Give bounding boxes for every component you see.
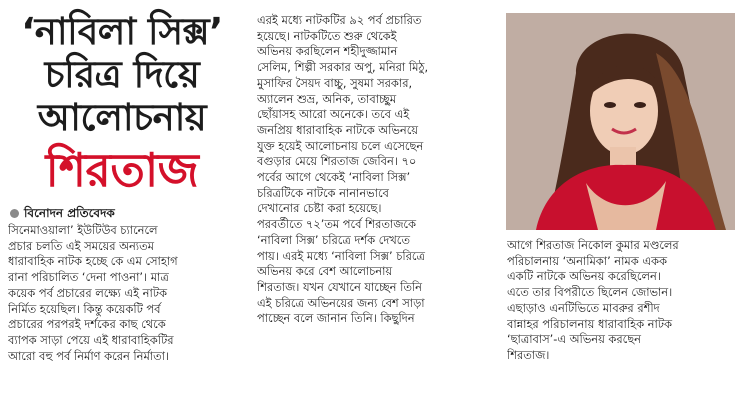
article-column-1 — [8, 223, 245, 364]
headline-line-4: শিরতাজ — [45, 143, 199, 197]
text-line: রানা পরিচালিত ‘দেনা পাওনা’। মাত্র — [8, 270, 169, 285]
text-line: যুক্ত হয়েই আলোচনায় চলে এসেছেন — [257, 138, 424, 153]
text-line: হয়েছে। নাটকটিতে শুরু থেকেই — [257, 28, 397, 43]
headline — [0, 10, 244, 197]
text-line: ‘ছাত্রাবাস’-এ অভিনয় করছেন — [507, 332, 641, 347]
text-line: এরই মধ্যে নাটকটির ৯২ পর্ব প্রচারিত — [257, 13, 422, 27]
text-line: নির্মিত হয়েছিল। কিন্তু কয়েকটি পর্ব — [8, 301, 161, 316]
text-line: এতে তার বিপরীতে ছিলেন জোভান। — [507, 285, 673, 300]
text-line: কয়েক পর্ব প্রচারের লক্ষ্যে এই নাটক — [8, 285, 167, 300]
text-line: সিনেমাওয়ালা’ ইউটিউব চ্যানেলে — [8, 223, 158, 237]
text-line: পায়। এরই মধ্যে ‘নাবিলা সিক্স’ চরিত্রে — [257, 248, 425, 263]
text-line: শিরতাজ। যখন যেখানে যাচ্ছেন তিনি — [257, 279, 422, 294]
text-line: একটি নাটকে অভিনয় করেছিলেন। — [507, 269, 661, 284]
text-line: আগে শিরতাজ নিকোল কুমার মণ্ডলের — [507, 238, 679, 252]
text-line: এই চরিত্রে অভিনয়ের জন্য বেশ সাড়া — [257, 295, 425, 310]
text-line: আরো বহু পর্ব নির্মাণ করেন নির্মাতা। — [8, 348, 170, 363]
text-line: অভিনয় করে বেশ আলোচনায় — [257, 264, 393, 279]
text-line: শিরতাজ। — [507, 347, 550, 362]
text-line: ছোঁয়াসহ আরো অনেকে। তবে এই — [257, 107, 410, 122]
text-line: অভিনয় করছিলেন শহীদুজ্জামান — [257, 44, 398, 59]
text-line: বান্নাহর পরিচালনায় ধারাবাহিক নাটক — [507, 316, 672, 331]
portrait-illustration — [506, 13, 735, 230]
article-column-3 — [507, 238, 743, 364]
bullet-icon — [10, 209, 19, 218]
byline-text: বিনোদন প্রতিবেদক — [24, 206, 115, 220]
text-line: পরিচালনায় ‘অনামিকা’ নামক একক — [507, 253, 667, 268]
text-line: প্রচারের পরপরই দর্শকের কাছ থেকে — [8, 317, 166, 332]
text-line: ব্যাপক সাড়া পেয়ে এই ধারাবাহিকটির — [8, 332, 174, 347]
text-line: পরবর্তীতে ৭২’তম পর্বে শিরতাজকে — [257, 217, 416, 232]
headline-line-2: চরিত্র দিয়ে — [44, 53, 200, 96]
headline-line-3: আলোচনায় — [37, 96, 207, 139]
text-line: মুসাফির সৈয়দ বাচ্চু, সুষমা সরকার, — [257, 75, 413, 90]
article-column-2 — [257, 13, 492, 327]
text-line: পাচ্ছেন বলে জানান তিনি। কিছুদিন — [257, 311, 415, 326]
text-line: জনপ্রিয় ধারাবাহিক নাটকে অভিনয়ে — [257, 122, 418, 137]
text-line: ‘নাবিলা সিক্স’ চরিত্রে দর্শক দেখতে — [257, 232, 410, 247]
text-line: দেখানোর চেষ্টা করা হয়েছে। — [257, 201, 382, 216]
portrait-photo — [506, 13, 735, 230]
text-line: অ্যালেন শুভ্র, অনিক, তাবাচ্ছুম — [257, 91, 397, 106]
text-line: বগুড়ার মেয়ে শিরতাজ জেবিন। ৭০ — [257, 154, 417, 169]
text-line: পর্বের আগে থেকেই ‘নাবিলা সিক্স’ — [257, 170, 411, 185]
text-line: ধারাবাহিক নাটক হচ্ছে কে এম সোহাগ — [8, 254, 178, 269]
text-line: সেলিম, শিল্পী সরকার অপু, মনিরা মিঠু, — [257, 60, 429, 75]
headline-line-1: ‘নাবিলা সিক্স’ — [21, 10, 223, 53]
text-line: এছাড়াও এনটিভিতে মাবরুর রশীদ — [507, 300, 660, 315]
byline — [10, 205, 115, 225]
text-line: প্রচার চলতি এই সময়ের অন্যতম — [8, 238, 154, 253]
text-line: চরিত্রটিকে নাটকে নানানভাবে — [257, 185, 389, 200]
